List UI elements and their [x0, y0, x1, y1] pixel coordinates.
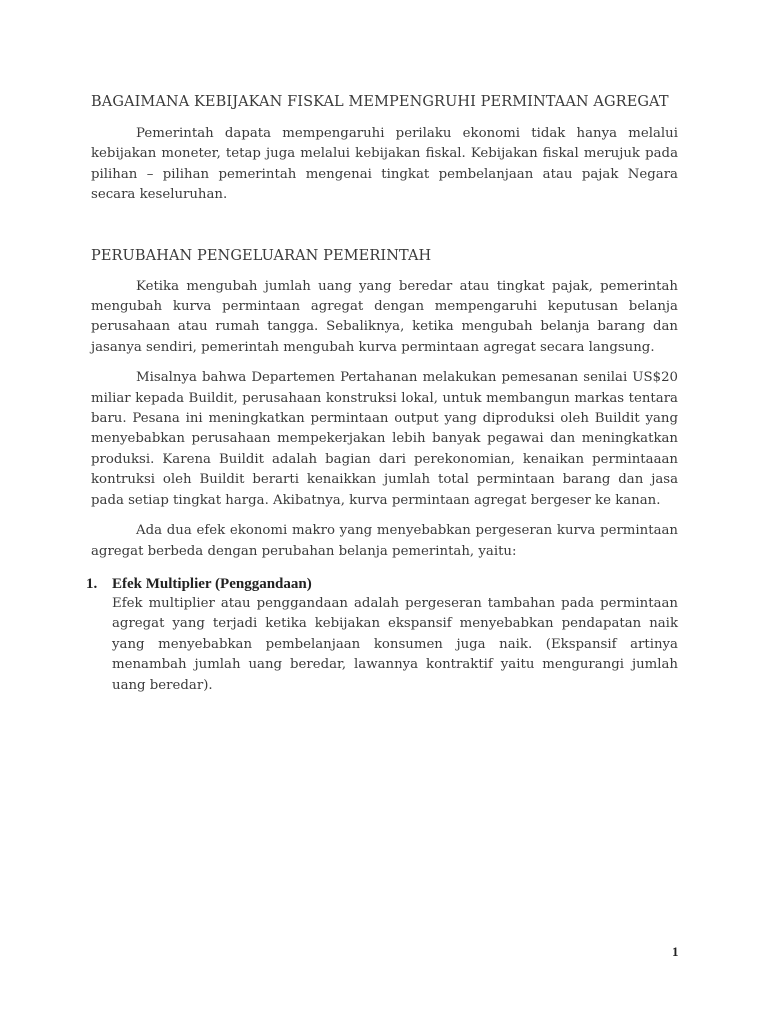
intro-paragraph: Pemerintah dapata mempengaruhi perilaku ekonomi tidak hanya melalui kebijakan moneter, tetap juga melalui kebijakan fiskal. Kebijakan fiskal merujuk pada pilihan – pilihan pemerintah mengenai tingkat pembelanjaan atau pajak Negara secara keseluruhan. — [91, 126, 678, 203]
paragraph: Misalnya bahwa Departemen Pertahanan melakukan pemesanan senilai US$20 miliar kepada Buildit, perusahaan konstruksi lokal, untuk membangun markas tentara baru. Pesana ini meningkatkan permintaan output yang diproduksi oleh Buildit yang menyebabkan perusahaan mempekerjakan lebih banyak pegawai dan meningkatkan produksi. Karena Buildit adalah bagian dari perekonomian, kenaikan permintaaan kontruksi oleh Buildit berarti kenaikkan jumlah total permintaan barang dan jasa pada setiap tingkat harga. Akibatnya, kurva permintaan agregat bergeser ke kanan. — [91, 370, 678, 508]
list-item-title: Efek Multiplier (Penggandaan) — [112, 575, 312, 592]
list-item — [86, 574, 678, 696]
page-number: 1 — [672, 944, 679, 959]
paragraph: Ada dua efek ekonomi makro yang menyebabkan pergeseran kurva permintaan agregat berbeda dengan perubahan belanja pemerintah, yaitu: — [91, 523, 678, 559]
document-title: BAGAIMANA KEBIJAKAN FISKAL MEMPENGRUHI PERMINTAAN AGREGAT — [91, 94, 669, 110]
document-body — [86, 92, 678, 709]
paragraph: Ketika mengubah jumlah uang yang beredar atau tingkat pajak, pemerintah mengubah kurva permintaan agregat dengan mempengaruhi keputusan belanja perusahaan atau rumah tangga. Sebaliknya, ketika mengubah belanja barang dan jasanya sendiri, pemerintah mengubah kurva permintaan agregat secara langsung. — [91, 278, 678, 355]
section-heading: PERUBAHAN PENGELUARAN PEMERINTAH — [91, 247, 432, 264]
list-item-number: 1. — [86, 575, 98, 592]
list-item-heading — [86, 574, 678, 594]
list-item-body: Efek multiplier atau penggandaan adalah pergeseran tambahan pada permintaan agregat yang terjadi ketika kebijakan ekspansif menyebabkan pendapatan naik yang menyebabkan pembelanjaan konsumen juga naik. (Ekspansif artinya menambah jumlah uang beredar, lawannya kontraktif yaitu mengurangi jumlah uang beredar). — [112, 595, 678, 693]
